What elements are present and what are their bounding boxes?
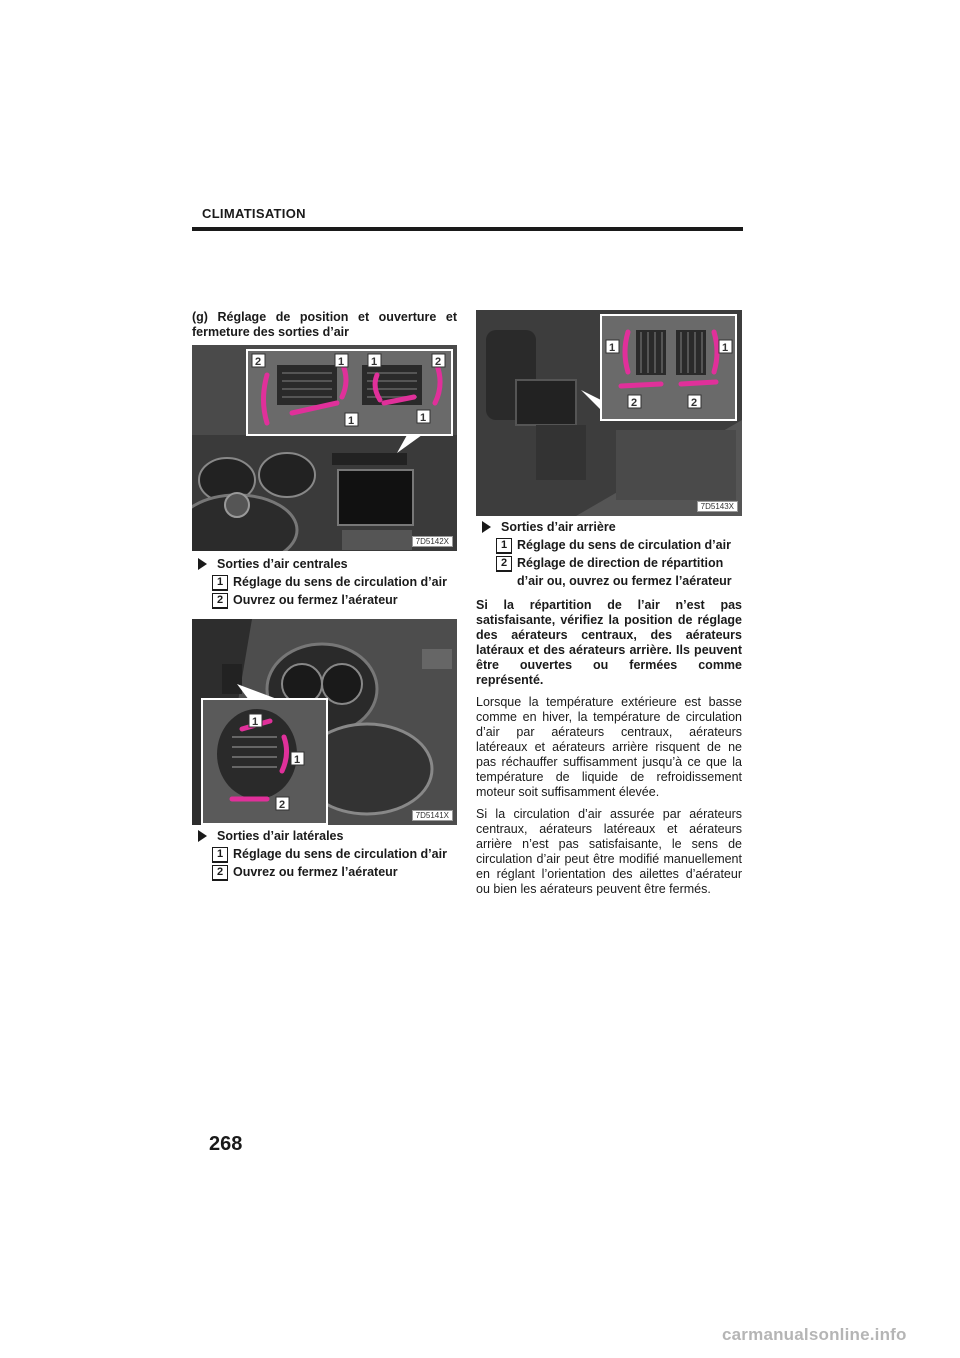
bullet-triangle-icon [198,558,207,570]
callout-label: 1 [338,356,345,368]
image-code: 7D5143X [697,501,738,512]
legend-item: 2 Ouvrez ou fermez l’aérateur [192,591,457,609]
callout-label: 1 [348,415,355,427]
watermark: carmanualsonline.info [722,1325,907,1344]
number-badge: 1 [212,847,228,863]
header-rule [192,227,743,231]
number-badge: 1 [212,575,228,591]
side-vents-illustration [192,619,457,825]
paragraph: Si la circulation d’air assurée par aérateurs centraux, aérateurs latéreaux et aérateurs arrière n’est pas satisfaisante, le sens de circulation d’air peut être modifié manuellement en réglant l’orientation des ailettes d’aérateur ou bien les aérateurs peuvent être fermés. [476,807,742,896]
image-code: 7D5142X [412,536,453,547]
callout-label: 2 [691,397,698,409]
number-badge: 2 [496,556,512,572]
section-heading [192,310,457,340]
bullet-triangle-icon [482,521,491,533]
central-vents-title: Sorties d’air centrales [192,555,457,573]
legend-item: 2 Ouvrez ou fermez l’aérateur [192,863,457,881]
callout-label: 1 [722,342,729,354]
legend-item: 1 Réglage du sens de circulation d’air [476,536,742,554]
callout-label: 1 [609,342,616,354]
callout-label: 2 [255,356,262,368]
number-badge: 2 [212,593,228,609]
number-badge: 1 [496,538,512,554]
legend-item: 1 Réglage du sens de circulation d’air [192,845,457,863]
number-badge: 2 [212,865,228,881]
bullet-triangle-icon [198,830,207,842]
central-vents-illustration [192,345,457,551]
callout-label: 1 [252,716,259,728]
body-text [476,598,742,897]
rear-vents-legend [476,518,742,590]
rear-vents-photo [476,310,742,516]
callout-label: 2 [631,397,638,409]
section-heading-text: (g) Réglage de position et ouverture et fermeture des sorties d’air [192,310,457,339]
legend-item: 1 Réglage du sens de circulation d’air [192,573,457,591]
paragraph: Lorsque la température extérieure est basse comme en hiver, la température de circulation d’air par aérateurs centraux, aérateurs latéreaux et aérateurs arrière risquent de ne pas réchauffer suffisamment jusqu’à ce que la température de liquide de refroidissement moteur soit suffisamment élevée. [476,695,742,799]
side-vents-photo [192,619,457,825]
callout-label: 2 [279,799,286,811]
callout-label: 1 [294,754,301,766]
image-code: 7D5141X [412,810,453,821]
rear-vents-title: Sorties d’air arrière [476,518,742,536]
central-vents-photo [192,345,457,551]
callout-label: 1 [420,412,427,424]
rear-vents-illustration [476,310,742,516]
callout-label: 2 [435,356,442,368]
central-vents-legend [192,555,457,609]
side-vents-legend [192,827,457,881]
side-vents-title: Sorties d’air latérales [192,827,457,845]
header-title: CLIMATISATION [202,206,306,221]
callout-label: 1 [371,356,378,368]
legend-item: 2 Réglage de direction de répartition d’air ou, ouvrez ou fermez l’aérateur [476,554,742,590]
page-number: 268 [209,1133,243,1155]
note-paragraph: Si la répartition de l’air n’est pas satisfaisante, vérifiez la position de réglage des aérateurs centraux, des aérateurs latéraux et des aérateurs arrière. Ils peuvent être ouvertes ou fermées comme représenté. [476,598,742,687]
